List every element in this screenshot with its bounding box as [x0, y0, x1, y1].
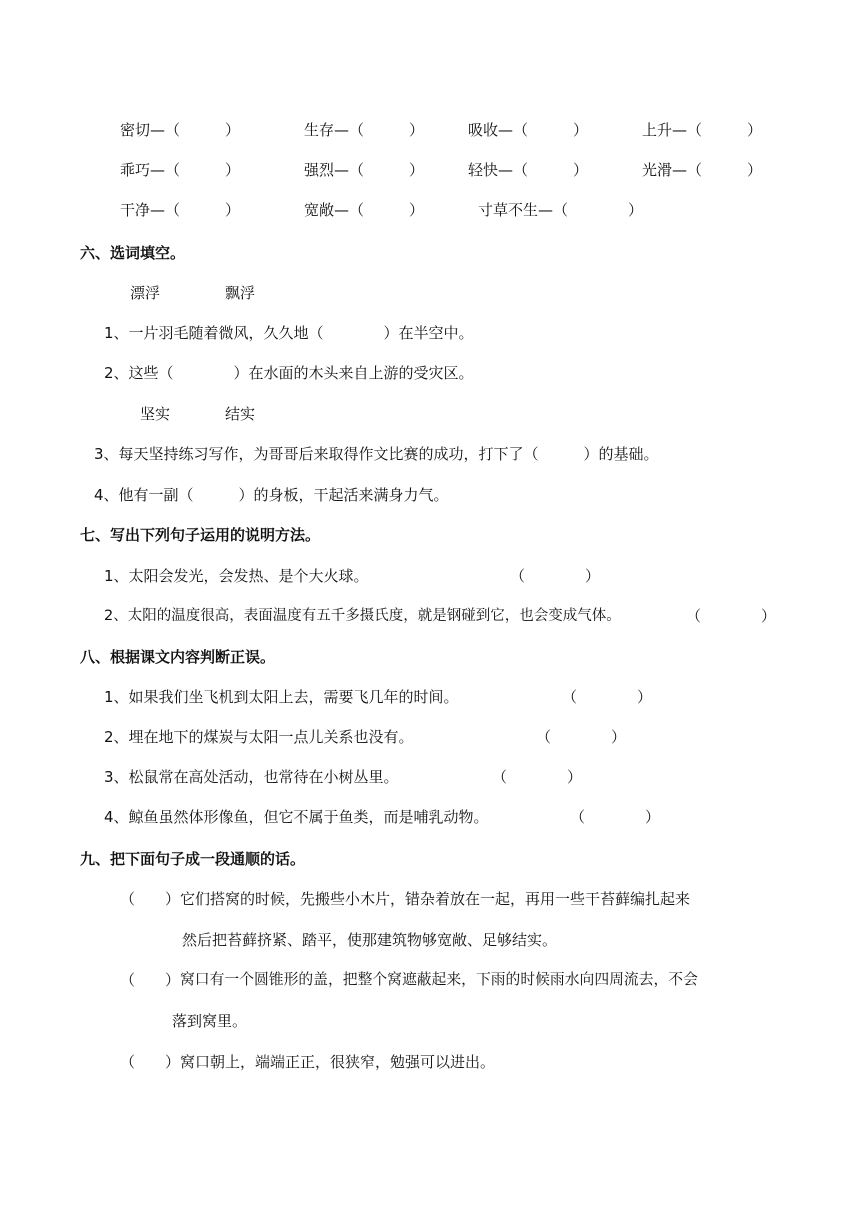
- answer-blank: （ ）: [492, 768, 583, 786]
- question-text: 4、他有一副（ ）的身板，干起活来满身力气。: [94, 486, 449, 504]
- question-text: 2、这些（ ）在水面的木头来自上游的受灾区。: [104, 364, 474, 382]
- sentence-text: 然后把苔藓挤紧、踏平，使那建筑物够宽敞、足够结实。: [182, 931, 558, 949]
- antonym-item: 上升—（ ）: [642, 121, 763, 139]
- section-heading: 七、写出下列句子运用的说明方法。: [80, 526, 321, 544]
- answer-blank: （ ）: [120, 1053, 181, 1071]
- question-text: 1、如果我们坐飞机到太阳上去，需要飞几年的时间。: [104, 688, 459, 706]
- word-choice: 漂浮: [130, 284, 161, 302]
- antonym-item: 轻快—（ ）: [468, 161, 589, 179]
- answer-blank: （ ）: [120, 890, 181, 908]
- answer-blank: （ ）: [536, 728, 627, 746]
- antonym-item: 乖巧—（ ）: [120, 161, 241, 179]
- word-choice: 坚实: [140, 405, 171, 423]
- section-heading: 八、根据课文内容判断正误。: [80, 648, 276, 666]
- antonym-item: 吸收—（ ）: [468, 121, 589, 139]
- section-heading: 九、把下面句子成一段通顺的话。: [80, 850, 306, 868]
- section-heading: 六、选词填空。: [80, 244, 186, 262]
- antonym-item: 密切—（ ）: [120, 121, 241, 139]
- sentence-text: 窝口朝上，端端正正，很狭窄，勉强可以进出。: [180, 1053, 496, 1071]
- answer-blank: （ ）: [510, 567, 601, 585]
- antonym-item: 干净—（ ）: [120, 201, 241, 219]
- sentence-text: 落到窝里。: [172, 1012, 248, 1030]
- question-text: 4、鲸鱼虽然体形像鱼，但它不属于鱼类，而是哺乳动物。: [104, 808, 489, 826]
- question-text: 1、一片羽毛随着微风，久久地（ ）在半空中。: [104, 324, 474, 342]
- answer-blank: （ ）: [120, 971, 181, 989]
- antonym-item: 光滑—（ ）: [642, 161, 763, 179]
- antonym-item: 寸草不生—（ ）: [478, 201, 644, 219]
- word-choice: 飘浮: [225, 284, 256, 302]
- word-choice: 结实: [225, 405, 256, 423]
- sentence-text: 它们搭窝的时候，先搬些小木片，错杂着放在一起，再用一些干苔藓编扎起来: [180, 890, 691, 908]
- antonym-item: 宽敞—（ ）: [304, 201, 425, 219]
- answer-blank: （ ）: [562, 688, 653, 706]
- antonym-item: 强烈—（ ）: [304, 161, 425, 179]
- antonym-item: 生存—（ ）: [304, 121, 425, 139]
- question-text: 2、太阳的温度很高，表面温度有五千多摄氏度，就是钢碰到它，也会变成气体。: [104, 608, 621, 624]
- sentence-text: 窝口有一个圆锥形的盖，把整个窝遮蔽起来，下雨的时候雨水向四周流去，不会: [180, 971, 698, 988]
- question-text: 2、埋在地下的煤炭与太阳一点儿关系也没有。: [104, 728, 414, 746]
- question-text: 3、每天坚持练习写作，为哥哥后来取得作文比赛的成功，打下了（ ）的基础。: [94, 445, 659, 463]
- question-text: 1、太阳会发光，会发热、是个大火球。: [104, 567, 369, 585]
- answer-blank: （ ）: [570, 808, 661, 826]
- question-text: 3、松鼠常在高处活动，也常待在小树丛里。: [104, 768, 399, 786]
- answer-blank: （ ）: [686, 607, 777, 625]
